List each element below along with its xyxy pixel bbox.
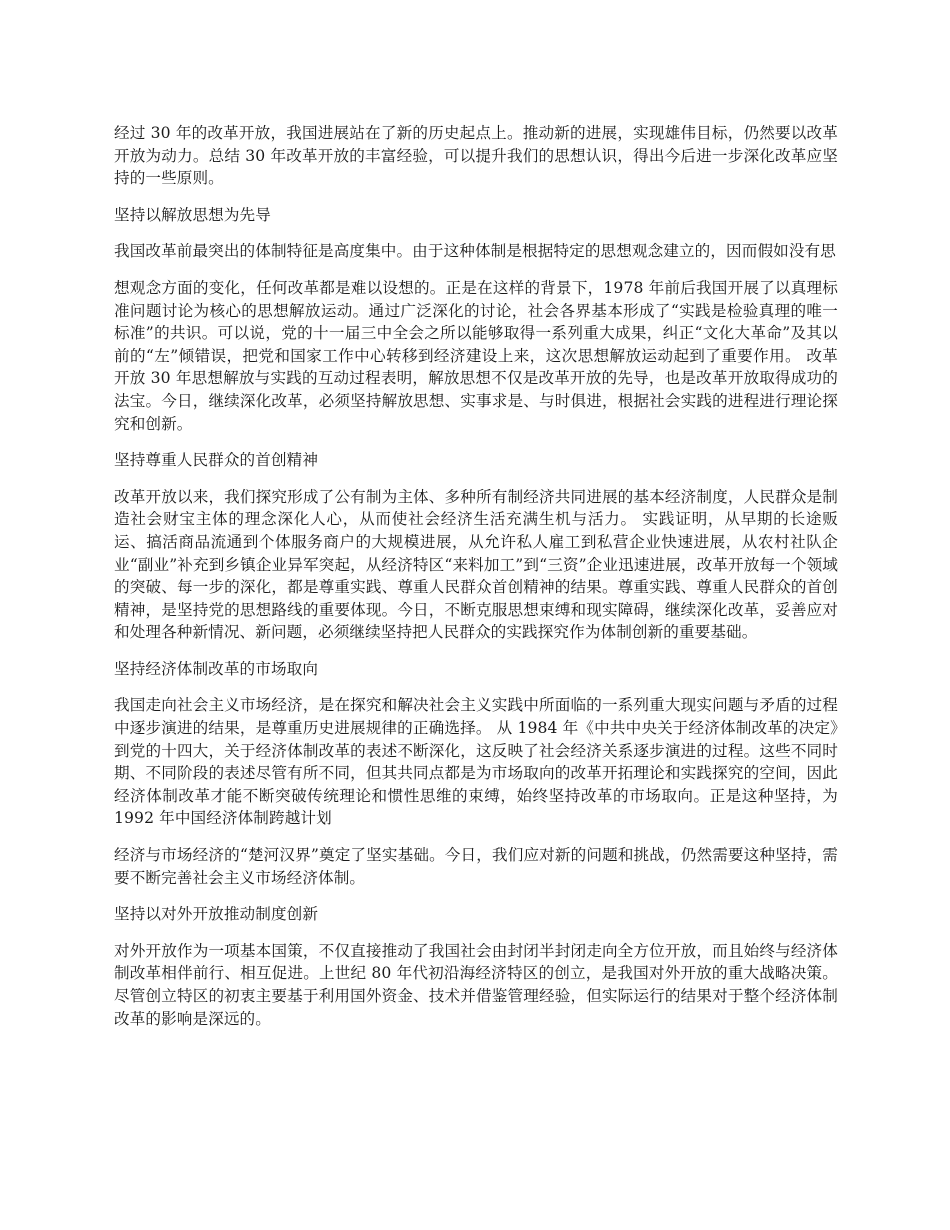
body-paragraph: 对外开放作为一项基本国策，不仅直接推动了我国社会由封闭半封闭走向全方位开放，而且始终与经济体制改革相伴前行、相互促进。上世纪 80 年代初沿海经济特区的创立，是我国对外开放的重大战略决策。尽管创立特区的初衷主要基于利用国外资金、技术并借鉴管理经验，但实际运行的结果对于整个经济体制改革的影响是深远的。	[114, 941, 838, 1028]
body-paragraph: 我国改革前最突出的体制特征是高度集中。由于这种体制是根据特定的思想观念建立的，因而假如没有思	[114, 242, 836, 261]
section-heading-market-orientation: 坚持经济体制改革的市场取向	[114, 659, 319, 678]
intro-paragraph: 经过 30 年的改革开放，我国进展站在了新的历史起点上。推动新的进展，实现雄伟目标，仍然要以改革开放为动力。总结 30 年改革开放的丰富经验，可以提升我们的思想认识，得出今后进一步深化改革应坚持的一些原则。	[114, 124, 838, 188]
section-heading-people-initiative: 坚持尊重人民群众的首创精神	[114, 451, 319, 470]
document-body	[114, 122, 838, 1044]
body-paragraph: 我国走向社会主义市场经济，是在探究和解决社会主义实践中所面临的一系列重大现实问题与矛盾的过程中逐步演进的结果，是尊重历史进展规律的正确选择。 从 1984 年《中共中央关于经济体制改革的决定》到党的十四大，关于经济体制改革的表述不断深化，这反映了社会经济关系逐步演进的过程。这些不同时期、不同阶段的表述尽管有所不同，但其共同点都是为市场取向的改革开拓理论和实践探究的空间，因此经济体制改革才能不断突破传统理论和惯性思维的束缚，始终坚持改革的市场取向。正是这种坚持，为 1992 年中国经济体制跨越计划	[114, 696, 838, 828]
body-paragraph: 想观念方面的变化，任何改革都是难以设想的。正是在这样的背景下，1978 年前后我国开展了以真理标准问题讨论为核心的思想解放运动。通过广泛深化的讨论，社会各界基本形成了“实践是检验真理的唯一标准”的共识。可以说，党的十一届三中全会之所以能够取得一系列重大成果，纠正“文化大革命”及其以前的“左”倾错误，把党和国家工作中心转移到经济建设上来，这次思想解放运动起到了重要作用。 改革开放 30 年思想解放与实践的互动过程表明，解放思想不仅是改革开放的先导，也是改革开放取得成功的法宝。今日，继续深化改革，必须坚持解放思想、实事求是、与时俱进，根据社会实践的进程进行理论探究和创新。	[114, 278, 838, 433]
body-paragraph: 改革开放以来，我们探究形成了公有制为主体、多种所有制经济共同进展的基本经济制度，人民群众是制造社会财宝主体的理念深化人心，从而使社会经济生活充满生机与活力。 实践证明，从早期的长途贩运、搞活商品流通到个体服务商户的大规模进展，从允许私人雇工到私营企业快速进展，从农村社队企业“副业”补充到乡镇企业异军突起，从经济特区“来料加工”到“三资”企业迅速进展，改革开放每一个领域的突破、每一步的深化，都是尊重实践、尊重人民群众首创精神的结果。尊重实践、尊重人民群众的首创精神，是坚持党的思想路线的重要体现。今日，不断克服思想束缚和现实障碍，继续深化改革，妥善应对和处理各种新情况、新问题，必须继续坚持把人民群众的实践探究作为体制创新的重要基础。	[114, 487, 838, 642]
body-paragraph: 经济与市场经济的“楚河汉界”奠定了坚实基础。今日，我们应对新的问题和挑战，仍然需要这种坚持，需要不断完善社会主义市场经济体制。	[114, 846, 838, 887]
section-heading-emancipate-mind: 坚持以解放思想为先导	[114, 205, 271, 224]
section-heading-opening-up: 坚持以对外开放推动制度创新	[114, 905, 319, 924]
